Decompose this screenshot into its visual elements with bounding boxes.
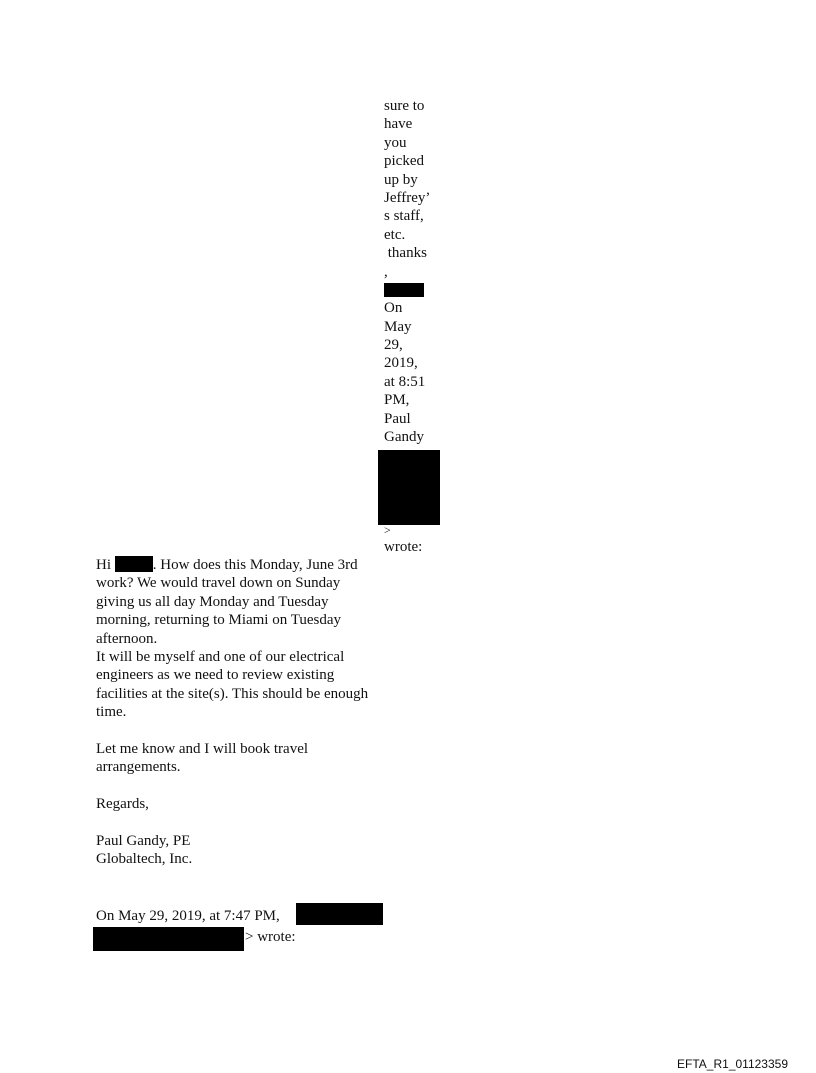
text-line: 2019, — [384, 355, 418, 372]
gt-symbol: > — [384, 523, 391, 537]
text-line: facilities at the site(s). This should be enough — [96, 685, 369, 702]
greeting-prefix: Hi — [96, 557, 115, 573]
text-line: s staff, — [384, 208, 424, 225]
text-line: morning, returning to Miami on Tuesday — [96, 612, 341, 629]
text-line: giving us all day Monday and Tuesday — [96, 593, 329, 610]
email-body — [96, 556, 396, 869]
text-line: It will be myself and one of our electrical — [96, 648, 345, 665]
text-line: Paul — [384, 410, 411, 427]
text-line: , — [384, 263, 388, 280]
text-line: 29, — [384, 337, 403, 354]
text-line: up by — [384, 171, 418, 188]
previous-header-line: On May 29, 2019, at 7:47 PM, — [96, 908, 280, 924]
redaction-block — [384, 283, 424, 297]
text-line: afternoon. — [96, 630, 158, 647]
text-line: engineers as we need to review existing — [96, 667, 335, 684]
text-line: picked — [384, 153, 424, 170]
greeting-rest: . How does this Monday, June 3rd — [152, 557, 358, 573]
signature-name: Paul Gandy, PE — [96, 832, 191, 849]
text-line: at 8:51 — [384, 373, 426, 390]
document-id: EFTA_R1_01123359 — [677, 1057, 788, 1071]
text-line: work? We would travel down on Sunday — [96, 575, 341, 592]
text-line: sure to — [384, 98, 425, 114]
signature-company: Globaltech, Inc. — [96, 851, 193, 868]
closing-line: Regards, — [96, 796, 149, 813]
text-line: May — [384, 318, 412, 335]
quoted-reply-column — [384, 97, 444, 446]
redaction-block — [296, 903, 383, 925]
redaction-block — [93, 927, 244, 951]
previous-wrote-label: > wrote: — [245, 929, 296, 945]
text-line: arrangements. — [96, 759, 181, 776]
greeting-line — [96, 556, 396, 574]
text-line: you — [384, 134, 407, 151]
text-line: On — [384, 300, 403, 317]
text-line: Let me know and I will book travel — [96, 740, 309, 757]
redaction-line — [384, 281, 444, 299]
redaction-block — [378, 450, 440, 525]
text-line: Gandy — [384, 429, 424, 446]
text-line: Jeffrey’ — [384, 189, 431, 206]
text-line: thanks — [384, 245, 427, 262]
redaction-block — [115, 556, 153, 572]
text-line: have — [384, 116, 413, 133]
text-line: etc. — [384, 226, 406, 243]
wrote-label: wrote: — [384, 539, 423, 555]
text-line: PM, — [384, 392, 410, 409]
text-line: time. — [96, 704, 127, 721]
